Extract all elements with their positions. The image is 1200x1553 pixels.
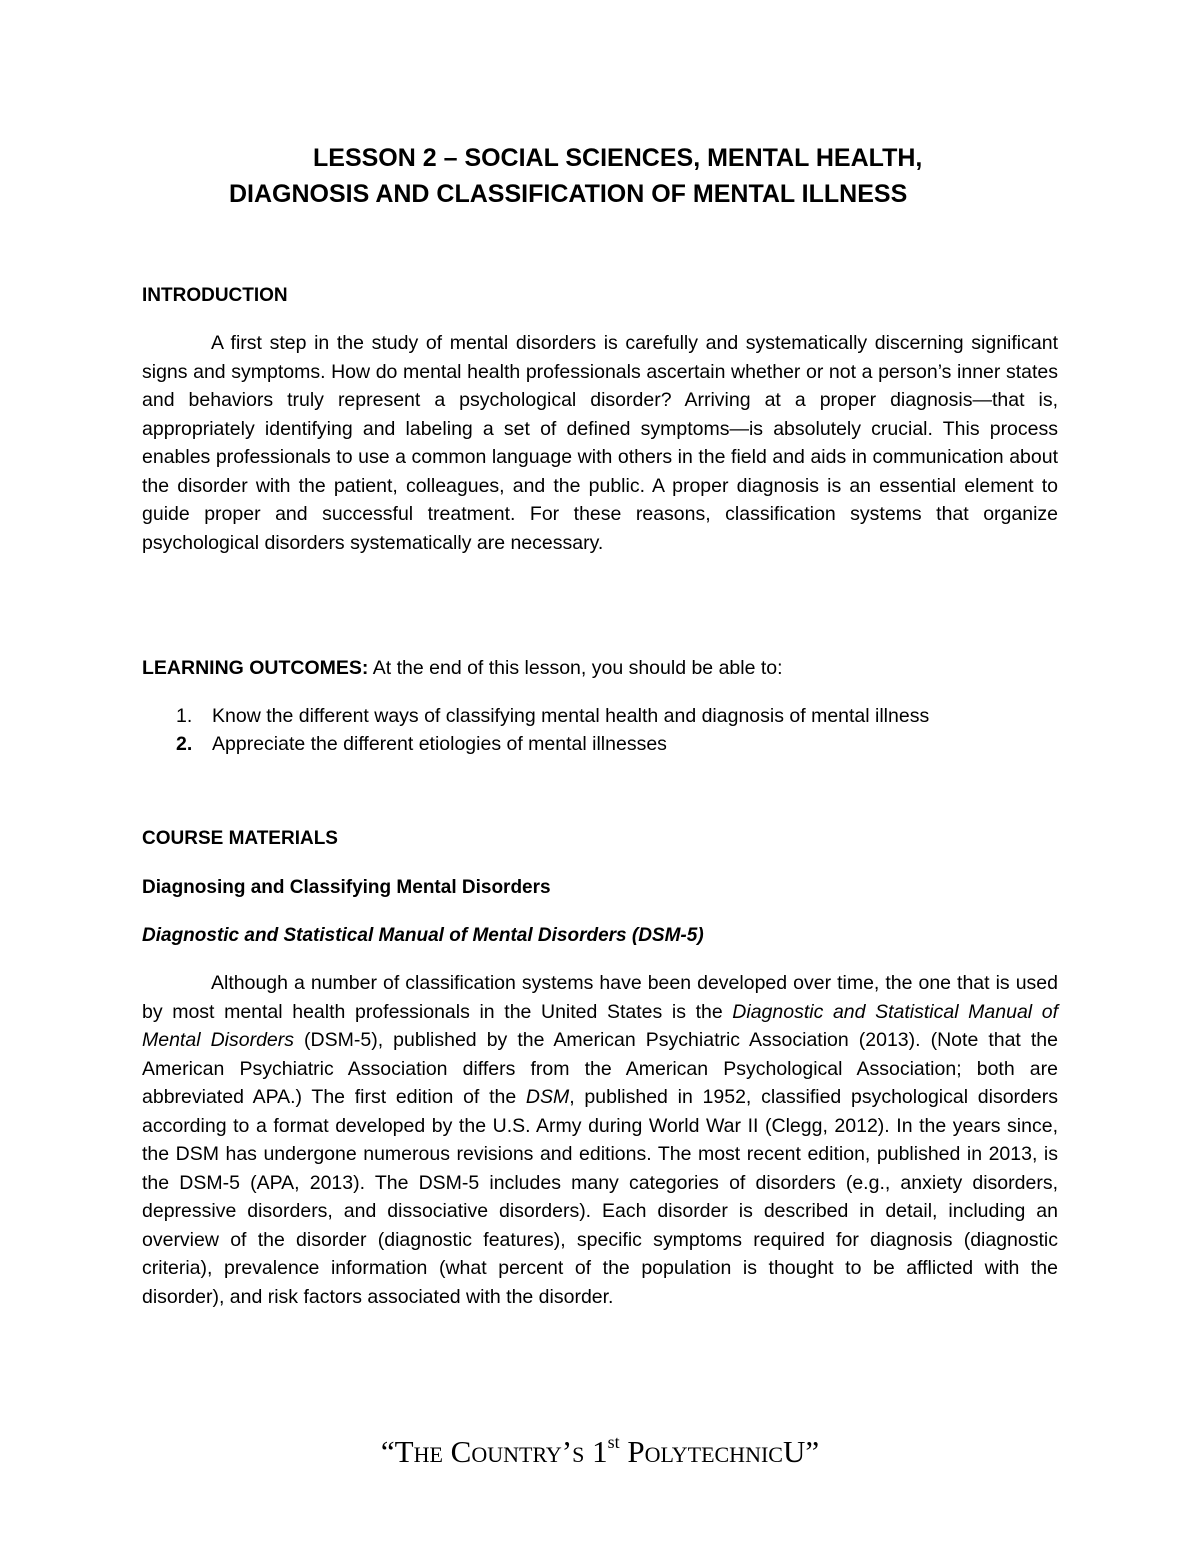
- dsm-text-part-1: Although a number of classification systems have been developed over time, the one that is used by most mental health professionals in the United States is the: [142, 972, 1058, 1023]
- footer-motto: [0, 1422, 1200, 1472]
- course-materials-heading: COURSE MATERIALS: [142, 828, 338, 849]
- lesson-title-line-1: LESSON 2 – SOCIAL SCIENCES, MENTAL HEALTH,: [313, 144, 923, 172]
- introduction-heading: INTRODUCTION: [142, 285, 288, 306]
- dsm-paragraph: [142, 969, 1058, 1311]
- dsm-text-part-3: , published in 1952, classified psychological disorders according to a format developed by the U.S. Army during World War II (Clegg, 2012). In the years since, the DSM has undergone numerous revisions and editions. The most recent edition, published in 2013, is the DSM-5 (APA, 2013). The DSM-5 includes many categories of disorders (e.g., anxiety disorders, depressive disorders, and dissociative disorders). Each disorder is described in detail, including an overview of the disorder (diagnostic features), specific symptoms required for diagnosis (diagnostic criteria), prevalence information (what percent of the population is thought to be afflicted with the disorder), and risk factors associated with the disorder.: [142, 1086, 1058, 1308]
- dsm-abbrev-italic: DSM: [525, 1086, 570, 1108]
- footer-superscript: st: [607, 1432, 620, 1452]
- list-item-text: Appreciate the different etiologies of mental illnesses: [212, 733, 667, 755]
- footer-text-before: “The Country’s 1: [380, 1434, 608, 1469]
- list-number: 2.: [176, 733, 193, 755]
- dsm-title-italic: Diagnostic and Statistical Manual of Mental Disorders: [142, 1000, 1058, 1051]
- footer-text-after: PolytechnicU”: [619, 1434, 820, 1469]
- list-number: 1.: [176, 705, 193, 727]
- dsm-text-part-2: (DSM-5), published by the American Psychiatric Association (2013). (Note that the American Psychiatric Association differs from the American Psychological Association; both are abbreviated APA.) The first edition of the: [142, 1029, 1058, 1108]
- section-subsubheading: Diagnostic and Statistical Manual of Mental Disorders (DSM-5): [142, 925, 704, 946]
- list-item-text: Know the different ways of classifying mental health and diagnosis of mental illness: [212, 705, 930, 727]
- learning-outcomes-lead: At the end of this lesson, you should be able to:: [368, 657, 783, 679]
- introduction-paragraph: A first step in the study of mental disorders is carefully and systematically discerning significant signs and symptoms. How do mental health professionals ascertain whether or not a person’s inner states and behaviors truly represent a psychological disorder? Arriving at a proper diagnosis—that is, appropriately identifying and labeling a set of defined symptoms—is absolutely crucial. This process enables professionals to use a common language with others in the field and aids in communication about the disorder with the patient, colleagues, and the public. A proper diagnosis is an essential element to guide proper and successful treatment. For these reasons, classification systems that organize psychological disorders systematically are necessary.: [142, 332, 1058, 554]
- section-subheading: Diagnosing and Classifying Mental Disorders: [142, 877, 551, 898]
- learning-outcomes-intro: [142, 655, 783, 681]
- learning-outcomes-label: LEARNING OUTCOMES:: [142, 657, 369, 679]
- lesson-title-line-2: DIAGNOSIS AND CLASSIFICATION OF MENTAL ILLNESS: [229, 180, 908, 208]
